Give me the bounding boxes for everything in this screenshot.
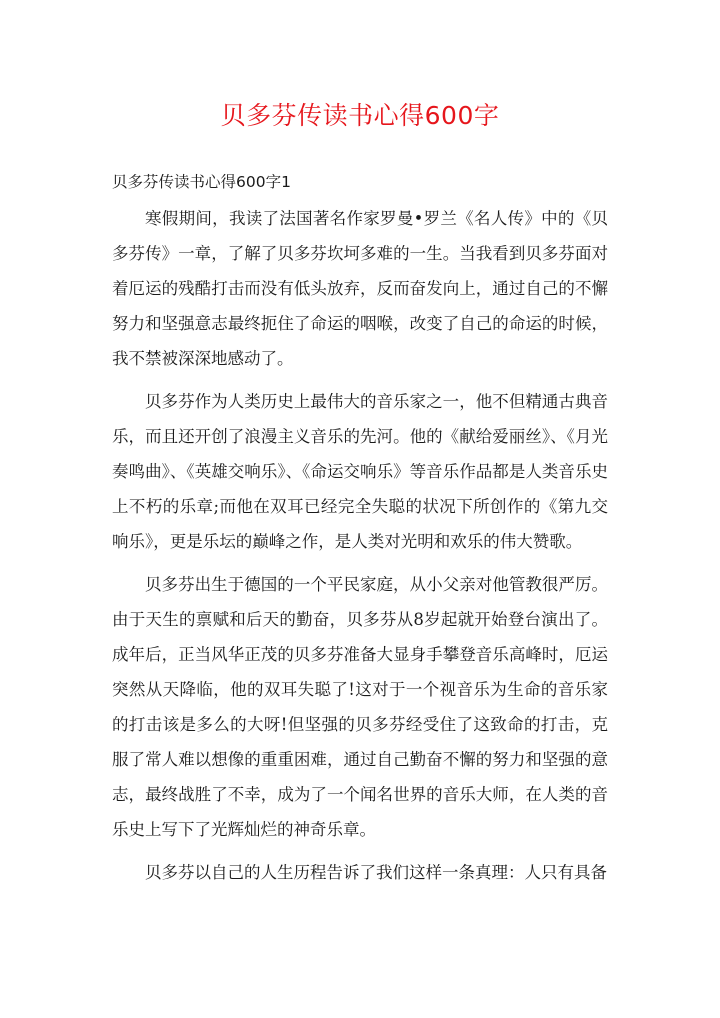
document-title: 贝多芬传读书心得600字: [220, 101, 500, 130]
paragraph-2: 贝多芬作为人类历史上最伟大的音乐家之一，他不但精通古典音乐，而且还开创了浪漫主义音乐的先河。他的《献给爱丽丝》、《月光奏鸣曲》、《英雄交响乐》、《命运交响乐》等音乐作品都是人类音乐史上不朽的乐章;而他在双耳已经完全失聪的状况下所创作的《第九交响乐》，更是乐坛的巅峰之作，是人类对光明和欢乐的伟大赞歌。: [112, 392, 608, 551]
section-heading: 贝多芬传读书心得600字1: [112, 173, 291, 191]
paragraph-3: 贝多芬出生于德国的一个平民家庭，从小父亲对他管教很严厉。由于天生的禀赋和后天的勤奋，贝多芬从8岁起就开始登台演出了。成年后，正当风华正茂的贝多芬准备大显身手攀登音乐高峰时，厄运突然从天降临，他的双耳失聪了!这对于一个视音乐为生命的音乐家的打击该是多么的大呀!但坚强的贝多芬经受住了这致命的打击，克服了常人难以想像的重重困难，通过自己勤奋不懈的努力和坚强的意志，最终战胜了不幸，成为了一个闻名世界的音乐大师，在人类的音乐史上写下了光辉灿烂的神奇乐章。: [112, 575, 608, 839]
paragraph-1: 寒假期间，我读了法国著名作家罗曼•罗兰《名人传》中的《贝多芬传》一章，了解了贝多芬坎坷多难的一生。当我看到贝多芬面对着厄运的残酷打击而没有低头放弃，反而奋发向上，通过自己的不懈努力和坚强意志最终扼住了命运的咽喉，改变了自己的命运的时候，我不禁被深深地感动了。: [112, 209, 608, 368]
paragraph-4: 贝多芬以自己的人生历程告诉了我们这样一条真理：人只有具备: [145, 863, 607, 882]
body-text: [112, 201, 608, 898]
